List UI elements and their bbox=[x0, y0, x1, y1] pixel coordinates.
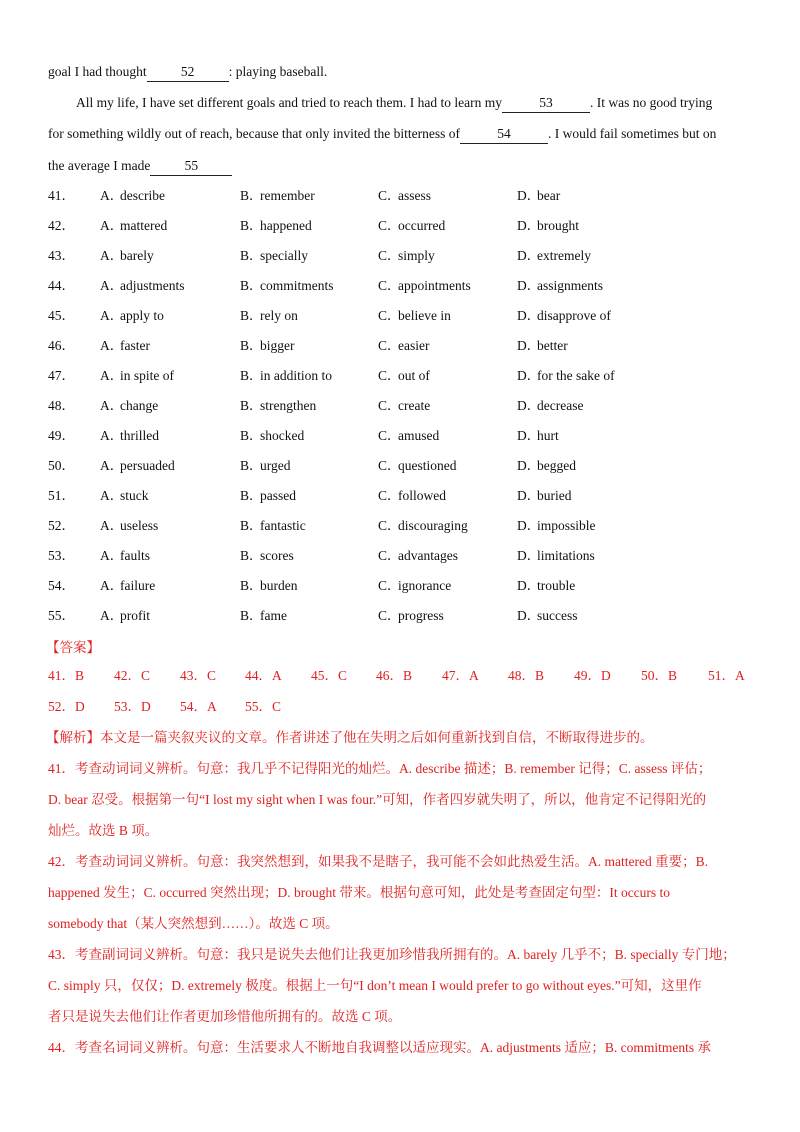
option-d bbox=[517, 301, 611, 331]
option-text: describe bbox=[120, 188, 165, 203]
option-letter: B． bbox=[240, 218, 263, 233]
option-text: stuck bbox=[120, 488, 149, 503]
question-row bbox=[48, 361, 768, 391]
option-letter: C． bbox=[378, 518, 401, 533]
option-letter: D． bbox=[517, 398, 541, 413]
option-text: shocked bbox=[260, 428, 305, 443]
question-number: 41． bbox=[48, 188, 75, 203]
option-text: barely bbox=[120, 248, 154, 263]
option-c bbox=[378, 301, 451, 331]
option-text: easier bbox=[398, 338, 430, 353]
option-letter: A． bbox=[100, 308, 124, 323]
explanation-line: somebody that（某人突然想到……）。故选 C 项。 bbox=[48, 916, 339, 931]
option-text: out of bbox=[398, 368, 430, 383]
passage-line bbox=[48, 56, 754, 88]
option-text: faster bbox=[120, 338, 150, 353]
question-row bbox=[48, 601, 768, 631]
option-text: commitments bbox=[260, 278, 334, 293]
answer-item: 45．C bbox=[311, 668, 348, 683]
answer-title: 【答案】 bbox=[46, 640, 100, 655]
option-letter: A． bbox=[100, 338, 124, 353]
option-text: passed bbox=[260, 488, 296, 503]
answer-item: 42．C bbox=[114, 668, 151, 683]
explanation-line: D. bear 忍受。根据第一句“I lost my sight when I was four.”可知，作者四岁就失明了，所以，他肯定不记得阳光的 bbox=[48, 792, 707, 807]
option-letter: C． bbox=[378, 218, 401, 233]
question-row bbox=[48, 511, 768, 541]
answer-item: 52．D bbox=[48, 699, 85, 714]
option-text: burden bbox=[260, 578, 298, 593]
option-letter: D． bbox=[517, 368, 541, 383]
option-c bbox=[378, 511, 468, 541]
option-letter: A． bbox=[100, 548, 124, 563]
option-a bbox=[100, 571, 155, 601]
question-row bbox=[48, 181, 768, 211]
answer-row bbox=[48, 662, 768, 690]
option-letter: C． bbox=[378, 488, 401, 503]
option-letter: B． bbox=[240, 428, 263, 443]
answer-item: 47．A bbox=[442, 668, 479, 683]
option-letter: D． bbox=[517, 458, 541, 473]
passage-text: for something wildly out of reach, because that only invited the bitterness of bbox=[48, 126, 461, 141]
explanation-line: happened 发生；C. occurred 突然出现；D. brought 带来。根据句意可知，此处是考查固定句型：It occurs to bbox=[48, 885, 671, 900]
option-text: extremely bbox=[537, 248, 591, 263]
passage-text: the average I made bbox=[48, 158, 151, 173]
option-a bbox=[100, 451, 175, 481]
option-b bbox=[240, 541, 294, 571]
question-number: 51． bbox=[48, 488, 75, 503]
option-text: useless bbox=[120, 518, 159, 533]
option-a bbox=[100, 511, 158, 541]
option-letter: A． bbox=[100, 278, 124, 293]
option-letter: B． bbox=[240, 548, 263, 563]
option-letter: C． bbox=[378, 338, 401, 353]
option-text: failure bbox=[120, 578, 156, 593]
option-text: faults bbox=[120, 548, 150, 563]
option-text: adjustments bbox=[120, 278, 185, 293]
explanation-line: 41．考查动词词义辨析。句意：我几乎不记得阳光的灿烂。A. describe 描述；B. remember 记得；C. assess 评估； bbox=[48, 761, 712, 776]
option-text: assess bbox=[398, 188, 431, 203]
option-letter: D． bbox=[517, 578, 541, 593]
question-row bbox=[48, 241, 768, 271]
option-letter: B． bbox=[240, 608, 263, 623]
option-letter: D． bbox=[517, 218, 541, 233]
question-row bbox=[48, 301, 768, 331]
option-text: trouble bbox=[537, 578, 576, 593]
question-number: 50． bbox=[48, 458, 75, 473]
option-letter: A． bbox=[100, 188, 124, 203]
option-b bbox=[240, 601, 287, 631]
option-text: bear bbox=[537, 188, 561, 203]
answer-item: 48．B bbox=[508, 668, 545, 683]
option-b bbox=[240, 361, 332, 391]
option-letter: D． bbox=[517, 488, 541, 503]
explanation-line: 【解析】本文是一篇夹叙夹议的文章。作者讲述了他在失明之后如何重新找到自信，不断取得进步的。 bbox=[46, 730, 654, 745]
question-number: 47． bbox=[48, 368, 75, 383]
option-text: mattered bbox=[120, 218, 168, 233]
option-c bbox=[378, 481, 446, 511]
option-b bbox=[240, 271, 334, 301]
option-b bbox=[240, 181, 315, 211]
option-letter: A． bbox=[100, 248, 124, 263]
option-c bbox=[378, 571, 451, 601]
option-d bbox=[517, 481, 572, 511]
option-text: amused bbox=[398, 428, 440, 443]
option-c bbox=[378, 331, 429, 361]
option-letter: B． bbox=[240, 458, 263, 473]
option-text: better bbox=[537, 338, 568, 353]
option-text: specially bbox=[260, 248, 308, 263]
passage-line bbox=[48, 118, 754, 150]
blank-53: 53 bbox=[502, 94, 590, 113]
option-b bbox=[240, 451, 291, 481]
option-letter: D． bbox=[517, 608, 541, 623]
option-a bbox=[100, 241, 154, 271]
option-a bbox=[100, 421, 159, 451]
answer-item: 49．D bbox=[574, 668, 611, 683]
option-text: advantages bbox=[398, 548, 458, 563]
option-c bbox=[378, 271, 471, 301]
option-letter: B． bbox=[240, 578, 263, 593]
option-letter: C． bbox=[378, 458, 401, 473]
option-b bbox=[240, 301, 298, 331]
option-text: remember bbox=[260, 188, 315, 203]
option-a bbox=[100, 271, 185, 301]
option-letter: C． bbox=[378, 368, 401, 383]
option-text: believe in bbox=[398, 308, 451, 323]
option-letter: C． bbox=[378, 578, 401, 593]
passage-text: . It was no good trying bbox=[589, 95, 713, 110]
explanation-line: 43．考查副词词义辨析。句意：我只是说失去他们让我更加珍惜我所拥有的。A. barely 几乎不；B. specially 专门地； bbox=[48, 947, 736, 962]
option-c bbox=[378, 601, 444, 631]
option-text: appointments bbox=[398, 278, 471, 293]
question-number: 43． bbox=[48, 248, 75, 263]
option-b bbox=[240, 421, 304, 451]
option-d bbox=[517, 391, 583, 421]
option-d bbox=[517, 271, 603, 301]
option-text: in spite of bbox=[120, 368, 174, 383]
question-row bbox=[48, 331, 768, 361]
answer-item: 51．A bbox=[708, 668, 745, 683]
option-d bbox=[517, 571, 575, 601]
option-letter: B． bbox=[240, 278, 263, 293]
question-row bbox=[48, 391, 768, 421]
option-d bbox=[517, 331, 568, 361]
blank-54: 54 bbox=[460, 125, 548, 144]
option-b bbox=[240, 241, 308, 271]
question-number: 53． bbox=[48, 548, 75, 563]
option-d bbox=[517, 511, 596, 541]
option-text: for the sake of bbox=[537, 368, 615, 383]
option-text: in addition to bbox=[260, 368, 332, 383]
question-number: 52． bbox=[48, 518, 75, 533]
explanation-line: 42．考查动词词义辨析。句意：我突然想到，如果我不是瞎子，我可能不会如此热爱生活。A. mattered 重要；B. bbox=[48, 854, 708, 869]
option-text: limitations bbox=[537, 548, 595, 563]
option-text: urged bbox=[260, 458, 291, 473]
passage-line bbox=[76, 87, 754, 119]
option-c bbox=[378, 241, 435, 271]
question-number: 54． bbox=[48, 578, 75, 593]
option-d bbox=[517, 541, 595, 571]
option-b bbox=[240, 571, 298, 601]
option-a bbox=[100, 601, 150, 631]
option-d bbox=[517, 601, 578, 631]
option-letter: C． bbox=[378, 308, 401, 323]
passage-text: All my life, I have set different goals and tried to reach them. I had to learn my bbox=[76, 95, 502, 110]
question-row bbox=[48, 451, 768, 481]
option-letter: A． bbox=[100, 428, 124, 443]
option-letter: D． bbox=[517, 248, 541, 263]
option-b bbox=[240, 391, 316, 421]
option-text: create bbox=[398, 398, 431, 413]
option-d bbox=[517, 451, 576, 481]
option-d bbox=[517, 211, 579, 241]
option-letter: D． bbox=[517, 278, 541, 293]
answer-item: 43．C bbox=[180, 668, 217, 683]
answer-row bbox=[48, 693, 768, 721]
question-number: 42． bbox=[48, 218, 75, 233]
option-letter: D． bbox=[517, 428, 541, 443]
option-letter: B． bbox=[240, 368, 263, 383]
option-text: progress bbox=[398, 608, 444, 623]
option-letter: D． bbox=[517, 338, 541, 353]
option-text: profit bbox=[120, 608, 150, 623]
option-letter: C． bbox=[378, 608, 401, 623]
option-text: rely on bbox=[260, 308, 298, 323]
option-text: success bbox=[537, 608, 578, 623]
option-c bbox=[378, 361, 430, 391]
option-letter: B． bbox=[240, 188, 263, 203]
option-text: apply to bbox=[120, 308, 164, 323]
explanation-line: C. simply 只，仅仅；D. extremely 极度。根据上一句“I don’t mean I would prefer to go without eyes.”可知，这里作 bbox=[48, 978, 702, 993]
option-letter: A． bbox=[100, 578, 124, 593]
option-a bbox=[100, 361, 174, 391]
question-number: 44． bbox=[48, 278, 75, 293]
option-letter: C． bbox=[378, 248, 401, 263]
option-text: bigger bbox=[260, 338, 295, 353]
option-text: hurt bbox=[537, 428, 559, 443]
option-text: begged bbox=[537, 458, 576, 473]
option-c bbox=[378, 181, 431, 211]
option-text: change bbox=[120, 398, 159, 413]
option-letter: A． bbox=[100, 368, 124, 383]
option-a bbox=[100, 481, 149, 511]
option-letter: B． bbox=[240, 488, 263, 503]
option-letter: A． bbox=[100, 218, 124, 233]
option-text: strengthen bbox=[260, 398, 317, 413]
option-text: questioned bbox=[398, 458, 457, 473]
option-b bbox=[240, 331, 295, 361]
option-letter: C． bbox=[378, 278, 401, 293]
answer-item: 50．B bbox=[641, 668, 678, 683]
option-a bbox=[100, 331, 150, 361]
question-row bbox=[48, 541, 768, 571]
passage-text: : playing baseball. bbox=[228, 64, 328, 79]
option-letter: A． bbox=[100, 608, 124, 623]
answer-item: 55．C bbox=[245, 699, 282, 714]
option-letter: C． bbox=[378, 188, 401, 203]
option-text: assignments bbox=[537, 278, 603, 293]
option-d bbox=[517, 241, 591, 271]
blank-55: 55 bbox=[150, 157, 232, 176]
option-text: occurred bbox=[398, 218, 446, 233]
answer-item: 44．A bbox=[245, 668, 282, 683]
option-letter: D． bbox=[517, 308, 541, 323]
option-b bbox=[240, 481, 296, 511]
option-letter: A． bbox=[100, 488, 124, 503]
option-letter: A． bbox=[100, 458, 124, 473]
option-text: disapprove of bbox=[537, 308, 611, 323]
question-row bbox=[48, 421, 768, 451]
option-text: happened bbox=[260, 218, 312, 233]
option-letter: A． bbox=[100, 398, 124, 413]
option-letter: D． bbox=[517, 548, 541, 563]
answer-item: 46．B bbox=[376, 668, 413, 683]
option-letter: C． bbox=[378, 548, 401, 563]
option-a bbox=[100, 301, 164, 331]
option-text: decrease bbox=[537, 398, 584, 413]
question-row bbox=[48, 211, 768, 241]
option-c bbox=[378, 391, 430, 421]
option-text: discouraging bbox=[398, 518, 468, 533]
question-row bbox=[48, 571, 768, 601]
option-b bbox=[240, 211, 312, 241]
passage-line bbox=[48, 150, 754, 182]
option-letter: D． bbox=[517, 518, 541, 533]
option-b bbox=[240, 511, 306, 541]
option-text: buried bbox=[537, 488, 572, 503]
option-letter: B． bbox=[240, 518, 263, 533]
option-d bbox=[517, 181, 560, 211]
option-text: ignorance bbox=[398, 578, 452, 593]
option-a bbox=[100, 541, 150, 571]
option-text: thrilled bbox=[120, 428, 159, 443]
question-row bbox=[48, 271, 768, 301]
question-number: 48． bbox=[48, 398, 75, 413]
option-letter: D． bbox=[517, 188, 541, 203]
option-a bbox=[100, 211, 167, 241]
question-number: 46． bbox=[48, 338, 75, 353]
option-letter: B． bbox=[240, 338, 263, 353]
option-text: followed bbox=[398, 488, 446, 503]
option-d bbox=[517, 361, 615, 391]
option-text: fame bbox=[260, 608, 287, 623]
explanation-line: 44．考查名词词义辨析。句意：生活要求人不断地自我调整以适应现实。A. adjustments 适应；B. commitments 承 bbox=[48, 1040, 711, 1055]
question-number: 49． bbox=[48, 428, 75, 443]
option-c bbox=[378, 541, 458, 571]
passage-text: . I would fail sometimes but on bbox=[548, 126, 717, 141]
option-d bbox=[517, 421, 559, 451]
option-a bbox=[100, 181, 165, 211]
question-row bbox=[48, 481, 768, 511]
answer-item: 54．A bbox=[180, 699, 217, 714]
option-text: impossible bbox=[537, 518, 596, 533]
question-number: 45． bbox=[48, 308, 75, 323]
option-letter: B． bbox=[240, 398, 263, 413]
question-number: 55． bbox=[48, 608, 75, 623]
answer-item: 41．B bbox=[48, 668, 85, 683]
option-letter: B． bbox=[240, 308, 263, 323]
explanation-line: 者只是说失去他们让作者更加珍惜他所拥有的。故选 C 项。 bbox=[48, 1009, 402, 1024]
option-text: brought bbox=[537, 218, 579, 233]
option-c bbox=[378, 451, 457, 481]
option-letter: B． bbox=[240, 248, 263, 263]
option-letter: C． bbox=[378, 428, 401, 443]
explanation-line: 灿烂。故选 B 项。 bbox=[48, 823, 159, 838]
option-c bbox=[378, 211, 445, 241]
option-text: fantastic bbox=[260, 518, 306, 533]
option-text: simply bbox=[398, 248, 435, 263]
option-c bbox=[378, 421, 439, 451]
blank-52: 52 bbox=[147, 63, 229, 82]
option-a bbox=[100, 391, 158, 421]
option-letter: A． bbox=[100, 518, 124, 533]
option-letter: C． bbox=[378, 398, 401, 413]
option-text: scores bbox=[260, 548, 294, 563]
answer-item: 53．D bbox=[114, 699, 151, 714]
passage-text: goal I had thought bbox=[48, 64, 147, 79]
option-text: persuaded bbox=[120, 458, 175, 473]
